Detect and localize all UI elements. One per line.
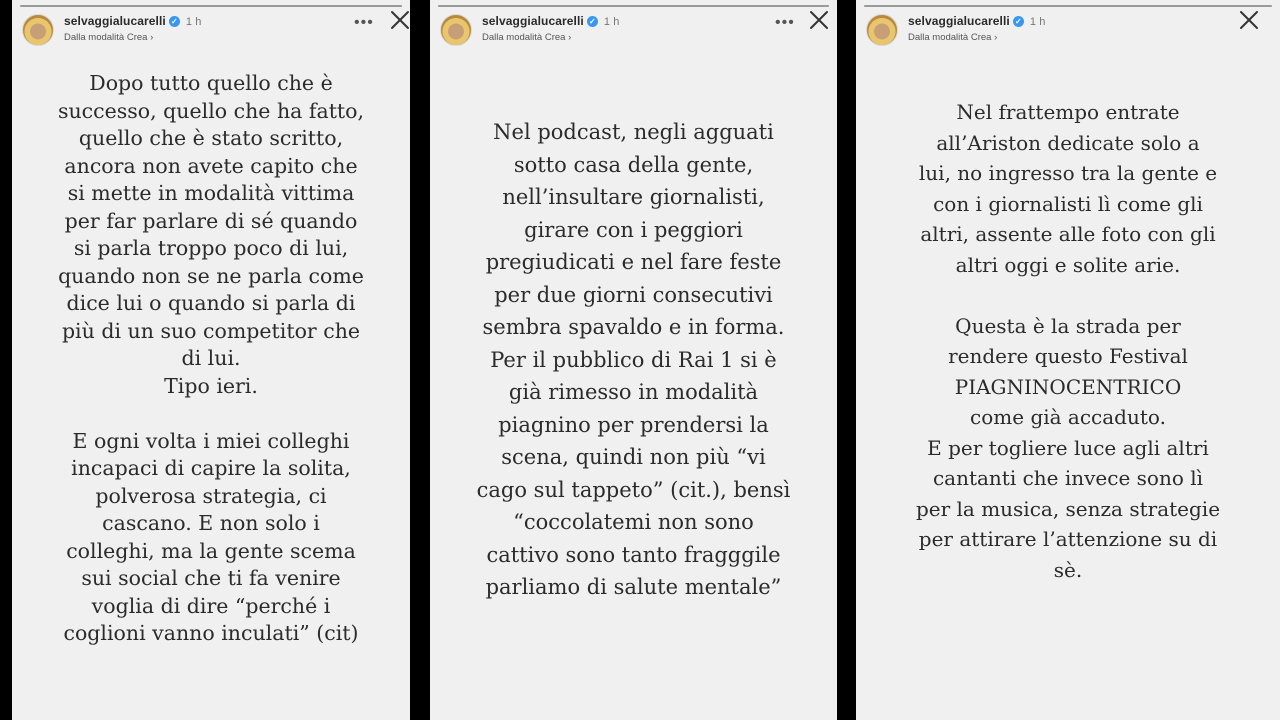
avatar[interactable] <box>22 14 54 46</box>
username[interactable]: selvaggialucarelli <box>482 14 584 28</box>
story-progress-fill <box>20 5 402 7</box>
avatar[interactable] <box>866 14 898 46</box>
avatar[interactable] <box>440 14 472 46</box>
close-icon[interactable] <box>1238 9 1260 31</box>
more-options-icon[interactable]: ••• <box>775 14 795 31</box>
story-text: Dopo tutto quello che è successo, quello che ha fatto, quello che è stato scritto, ancora non avete capito che si mette in modalità vittima per far parlare di sé quando si parla troppo poco di lui, quando non se ne parla come dice lui o quando si parla di più di un suo competitor che di lui. Tipo ieri. E ogni volta i miei colleghi incapaci di capire la solita, polverosa strategia, ci cascano. E non solo i colleghi, ma la gente scema sui social che ti fa venire voglia di dire “perché i coglioni vanno inculati” (cit) <box>57 71 365 645</box>
post-time: 1 h <box>185 16 202 28</box>
username[interactable]: selvaggialucarelli <box>64 14 166 28</box>
post-time: 1 h <box>603 16 620 28</box>
story-header <box>22 12 410 50</box>
close-icon[interactable] <box>389 9 410 31</box>
username-row <box>64 14 201 28</box>
story-panel-3[interactable] <box>856 0 1280 720</box>
verified-badge-icon: ✓ <box>169 16 180 27</box>
story-subtitle[interactable]: Dalla modalità Crea › <box>64 32 154 43</box>
story-text: Nel podcast, negli agguati sotto casa della gente, nell’insultare giornalisti, girare con i peggiori pregiudicati e nel fare feste per due giorni consecutivi sembra spavaldo e in forma. Per il pubblico di Rai 1 si è già rimesso in modalità piagnino per prendersi la scena, quindi non più “vi cago sul tappeto” (cit.), bensì “coccolatemi non sono cattivo sono tanto fragggile parliamo di salute mentale” <box>476 120 791 599</box>
story-progress-bar <box>20 5 402 7</box>
story-text: Nel frattempo entrate all’Ariston dedicate solo a lui, no ingresso tra la gente e con i giornalisti lì come gli altri, assente alle foto con gli altri oggi e solite arie. Questa è la strada per rendere questo Festival PIAGNINOCENTRICO come già accaduto. E per togliere luce agli altri cantanti che invece sono lì per la musica, senza strategie per attirare l’attenzione su di sè. <box>915 100 1221 582</box>
more-options-icon[interactable]: ••• <box>354 14 374 31</box>
story-progress-fill <box>864 5 1272 7</box>
close-icon[interactable] <box>808 9 830 31</box>
story-progress-bar <box>438 5 829 7</box>
story-progress-bar <box>864 5 1272 7</box>
verified-badge-icon: ✓ <box>1013 16 1024 27</box>
verified-badge-icon: ✓ <box>587 16 598 27</box>
username-row <box>482 14 619 28</box>
story-header <box>866 12 1280 50</box>
story-subtitle[interactable]: Dalla modalità Crea › <box>908 32 998 43</box>
username[interactable]: selvaggialucarelli <box>908 14 1010 28</box>
story-subtitle[interactable]: Dalla modalità Crea › <box>482 32 572 43</box>
username-row <box>908 14 1045 28</box>
post-time: 1 h <box>1029 16 1046 28</box>
story-panel-2[interactable] <box>430 0 837 720</box>
story-progress-fill <box>438 5 829 7</box>
story-panel-1[interactable] <box>12 0 410 720</box>
